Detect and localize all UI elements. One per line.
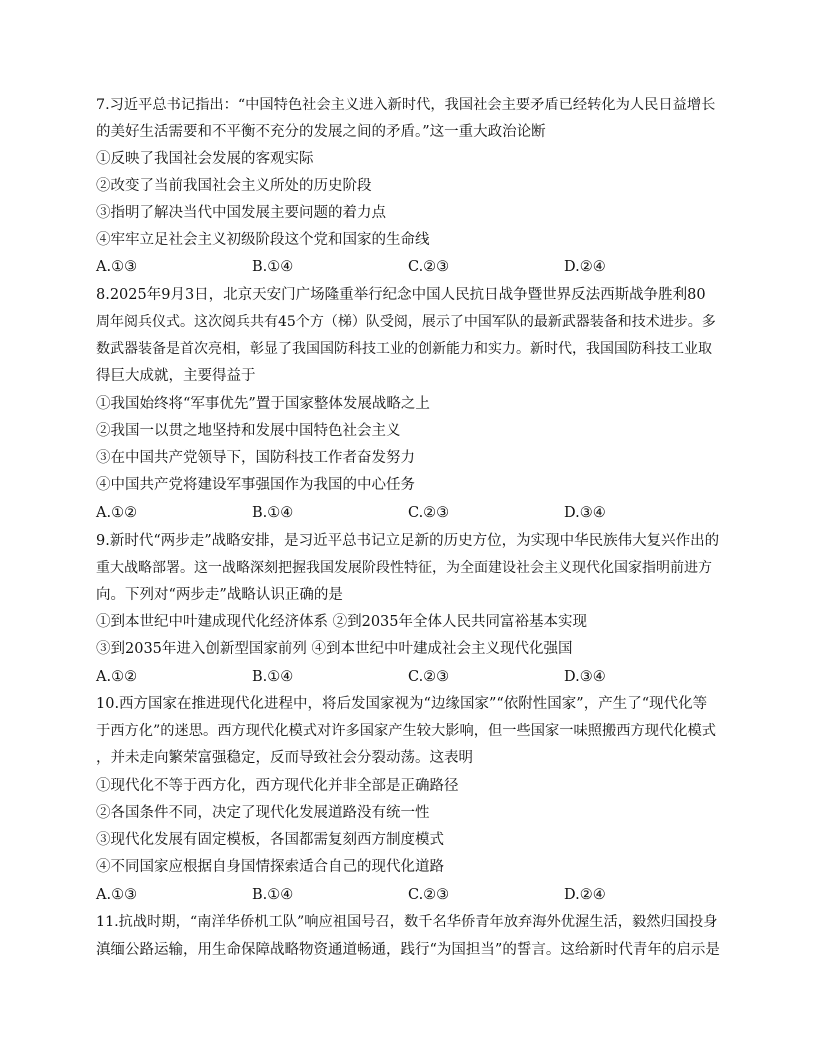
q9-statement-3-4: ③到2035年进入创新型国家前列 ④到本世纪中叶建成社会主义现代化强国 [96, 641, 573, 657]
q8-option-b[interactable]: B.①④ [252, 505, 294, 521]
q7-options [96, 257, 716, 277]
q8-option-c[interactable]: C.②③ [408, 505, 450, 521]
q9-option-d[interactable]: D.③④ [564, 669, 606, 685]
q10-option-c[interactable]: C.②③ [408, 887, 450, 903]
q10-statement-3: ③现代化发展有固定模板，各国都需复刻西方制度模式 [96, 832, 444, 848]
q7-option-a[interactable]: A.①③ [96, 259, 138, 275]
q9-options [96, 667, 716, 687]
q8-stem-line-1: 8.2025年9月3日，北京天安门广场隆重举行纪念中国人民抗日战争暨世界反法西斯战争胜利80 [96, 287, 706, 303]
q10-option-a[interactable]: A.①③ [96, 887, 138, 903]
q8-stem-line-3: 数武器装备是首次亮相，彰显了我国国防科技工业的创新能力和实力。新时代，我国国防科技工业取 [96, 341, 712, 357]
q7-option-b[interactable]: B.①④ [252, 259, 294, 275]
q8-option-d[interactable]: D.③④ [564, 505, 606, 521]
q7-statement-4: ④牢牢立足社会主义初级阶段这个党和国家的生命线 [96, 232, 430, 248]
q8-stem-line-4: 得巨大成就，主要得益于 [96, 368, 256, 384]
q8-statement-1: ①我国始终将“军事优先”置于国家整体发展战略之上 [96, 396, 430, 412]
q7-stem-line-1: 7.习近平总书记指出：“中国特色社会主义进入新时代，我国社会主要矛盾已经转化为人民日益增长 [96, 97, 716, 113]
q9-stem-line-3: 向。下列对“两步走”战略认识正确的是 [96, 587, 343, 603]
q9-option-b[interactable]: B.①④ [252, 669, 294, 685]
q9-stem-line-2: 重大战略部署。这一战略深刻把握我国发展阶段性特征，为全面建设社会主义现代化国家指明前进方 [96, 560, 712, 576]
q8-statement-3: ③在中国共产党领导下，国防科技工作者奋发努力 [96, 450, 415, 466]
q8-option-a[interactable]: A.①② [96, 505, 138, 521]
q10-statement-4: ④不同国家应根据自身国情探索适合自己的现代化道路 [96, 859, 444, 875]
q8-options [96, 503, 716, 523]
q10-stem-line-2: 于西方化”的迷思。西方现代化模式对许多国家产生较大影响，但一些国家一味照搬西方现代化模式 [96, 723, 717, 739]
q11-stem-line-2: 滇缅公路运输，用生命保障战略物资通道畅通，践行“为国担当”的誓言。这给新时代青年的启示是 [96, 942, 720, 958]
q7-option-d[interactable]: D.②④ [564, 259, 606, 275]
q8-statement-2: ②我国一以贯之地坚持和发展中国特色社会主义 [96, 423, 401, 439]
q10-statement-2: ②各国条件不同，决定了现代化发展道路没有统一性 [96, 805, 430, 821]
q8-statement-4: ④中国共产党将建设军事强国作为我国的中心任务 [96, 477, 415, 493]
q10-option-d[interactable]: D.②④ [564, 887, 606, 903]
q7-statement-3: ③指明了解决当代中国发展主要问题的着力点 [96, 205, 386, 221]
q10-statement-1: ①现代化不等于西方化，西方现代化并非全部是正确路径 [96, 778, 459, 794]
q9-statement-1-2: ①到本世纪中叶建成现代化经济体系 ②到2035年全体人民共同富裕基本实现 [96, 614, 588, 630]
q7-option-c[interactable]: C.②③ [408, 259, 450, 275]
q10-option-b[interactable]: B.①④ [252, 887, 294, 903]
q9-option-a[interactable]: A.①② [96, 669, 138, 685]
q7-stem-line-2: 的美好生活需要和不平衡不充分的发展之间的矛盾。”这一重大政治论断 [96, 124, 546, 140]
q11-stem-line-1: 11.抗战时期，“南洋华侨机工队”响应祖国号召，数千名华侨青年放弃海外优渥生活，毅然归国投身 [96, 914, 718, 930]
q7-statement-2: ②改变了当前我国社会主义所处的历史阶段 [96, 178, 372, 194]
q10-stem-line-1: 10.西方国家在推进现代化进程中，将后发国家视为“边缘国家”“依附性国家”，产生了“现代化等 [96, 696, 708, 712]
q8-stem-line-2: 周年阅兵仪式。这次阅兵共有45个方（梯）队受阅，展示了中国军队的最新武器装备和技术进步。多 [96, 314, 716, 330]
q10-options [96, 885, 716, 905]
q7-statement-1: ①反映了我国社会发展的客观实际 [96, 151, 314, 167]
q10-stem-line-3: ，并未走向繁荣富强稳定，反而导致社会分裂动荡。这表明 [96, 750, 473, 766]
q9-stem-line-1: 9.新时代“两步走”战略安排，是习近平总书记立足新的历史方位，为实现中华民族伟大复兴作出的 [96, 533, 720, 549]
q9-option-c[interactable]: C.②③ [408, 669, 450, 685]
